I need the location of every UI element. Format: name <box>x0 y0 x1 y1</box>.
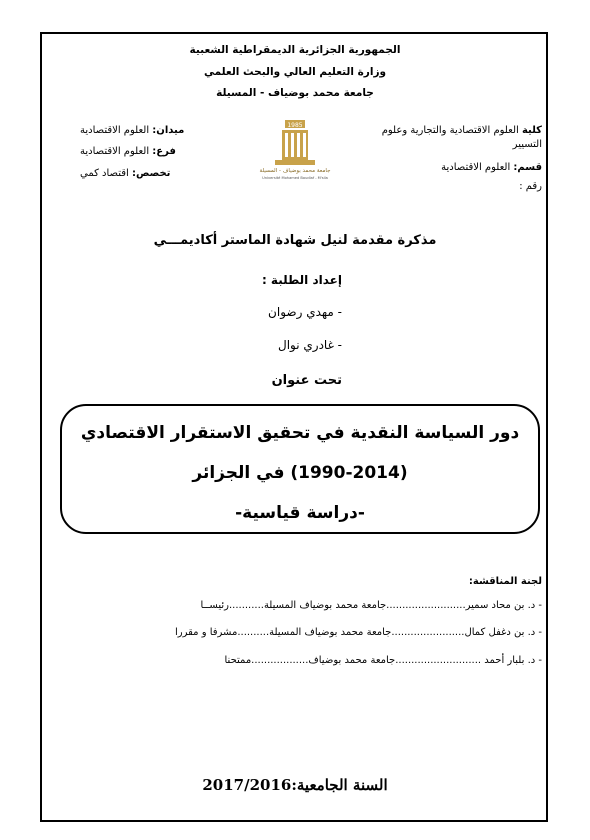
field-label: ميدان: <box>152 125 185 136</box>
field-value: العلوم الاقتصادية <box>80 125 153 136</box>
number-label: رقم : <box>519 181 542 192</box>
department-line <box>441 162 542 173</box>
faculty-value: العلوم الاقتصادية والتجارية وعلوم <box>381 125 522 136</box>
header-ministry: وزارة التعليم العالي والبحث العلمي <box>203 66 387 78</box>
field-line <box>80 125 184 136</box>
thesis-title-line-1: دور السياسة النقدية في تحقيق الاستقرار الاقتصادي <box>80 423 520 443</box>
department-value: العلوم الاقتصادية <box>441 162 514 173</box>
jury-member-1: - د. بن محاد سمير.........................جامعة محمد بوضياف المسيلة...........رئيســا <box>200 600 542 611</box>
specialty-line <box>80 168 170 179</box>
department-label: قسم: <box>513 162 542 173</box>
header-university: جامعة محمد بوضياف - المسيلة <box>216 87 374 99</box>
branch-line <box>80 146 176 157</box>
specialty-label: تخصص: <box>131 168 171 179</box>
university-logo <box>255 118 335 184</box>
specialty-value: اقتصاد كمي <box>80 168 132 179</box>
faculty-line <box>382 125 542 136</box>
student-name-1: - مهدي رضوان <box>268 305 342 319</box>
memo-title: مذكرة مقدمة لنيل شهادة الماستر أكاديمـــي <box>153 233 437 248</box>
thesis-title-line-3: -دراسة قياسية- <box>235 503 365 523</box>
jury-member-3: - د. بلبار أحمد ...........................جامعة محمد بوضياف..................ممتحنا <box>224 655 542 666</box>
logo-stripe-3 <box>297 133 300 157</box>
faculty-label: كلية <box>521 125 542 136</box>
under-title: تحت عنوان <box>271 373 342 388</box>
thesis-title-line-2: (1990-2014) في الجزائر <box>192 463 408 483</box>
logo-name-ar: جامعة محمد بوضياف - المسيلة <box>259 168 331 174</box>
branch-value: العلوم الاقتصادية <box>80 146 153 157</box>
header-republic: الجمهورية الجزائرية الديمقراطية الشعبية <box>189 44 401 56</box>
students-label: إعداد الطلبة : <box>261 273 342 287</box>
jury-label: لجنة المناقشة: <box>468 576 542 587</box>
logo-year: 1985 <box>287 122 303 129</box>
logo-stripe-4 <box>303 133 306 157</box>
logo-base <box>275 160 315 165</box>
logo-stripe-2 <box>291 133 294 157</box>
jury-member-2: - د. بن دغفل كمال.......................جامعة محمد بوضياف المسيلة..........مشرفا و مقررا <box>174 627 542 638</box>
logo-stripe-1 <box>285 133 288 157</box>
academic-year: السنة الجامعية:2017/2016 <box>202 776 388 794</box>
logo-name-fr: Université Mohamed Boudiaf - M'sila <box>262 176 328 180</box>
branch-label: فرع: <box>152 146 176 157</box>
faculty-cont: التسيير <box>512 139 542 150</box>
student-name-2: - غادري نوال <box>277 338 342 352</box>
